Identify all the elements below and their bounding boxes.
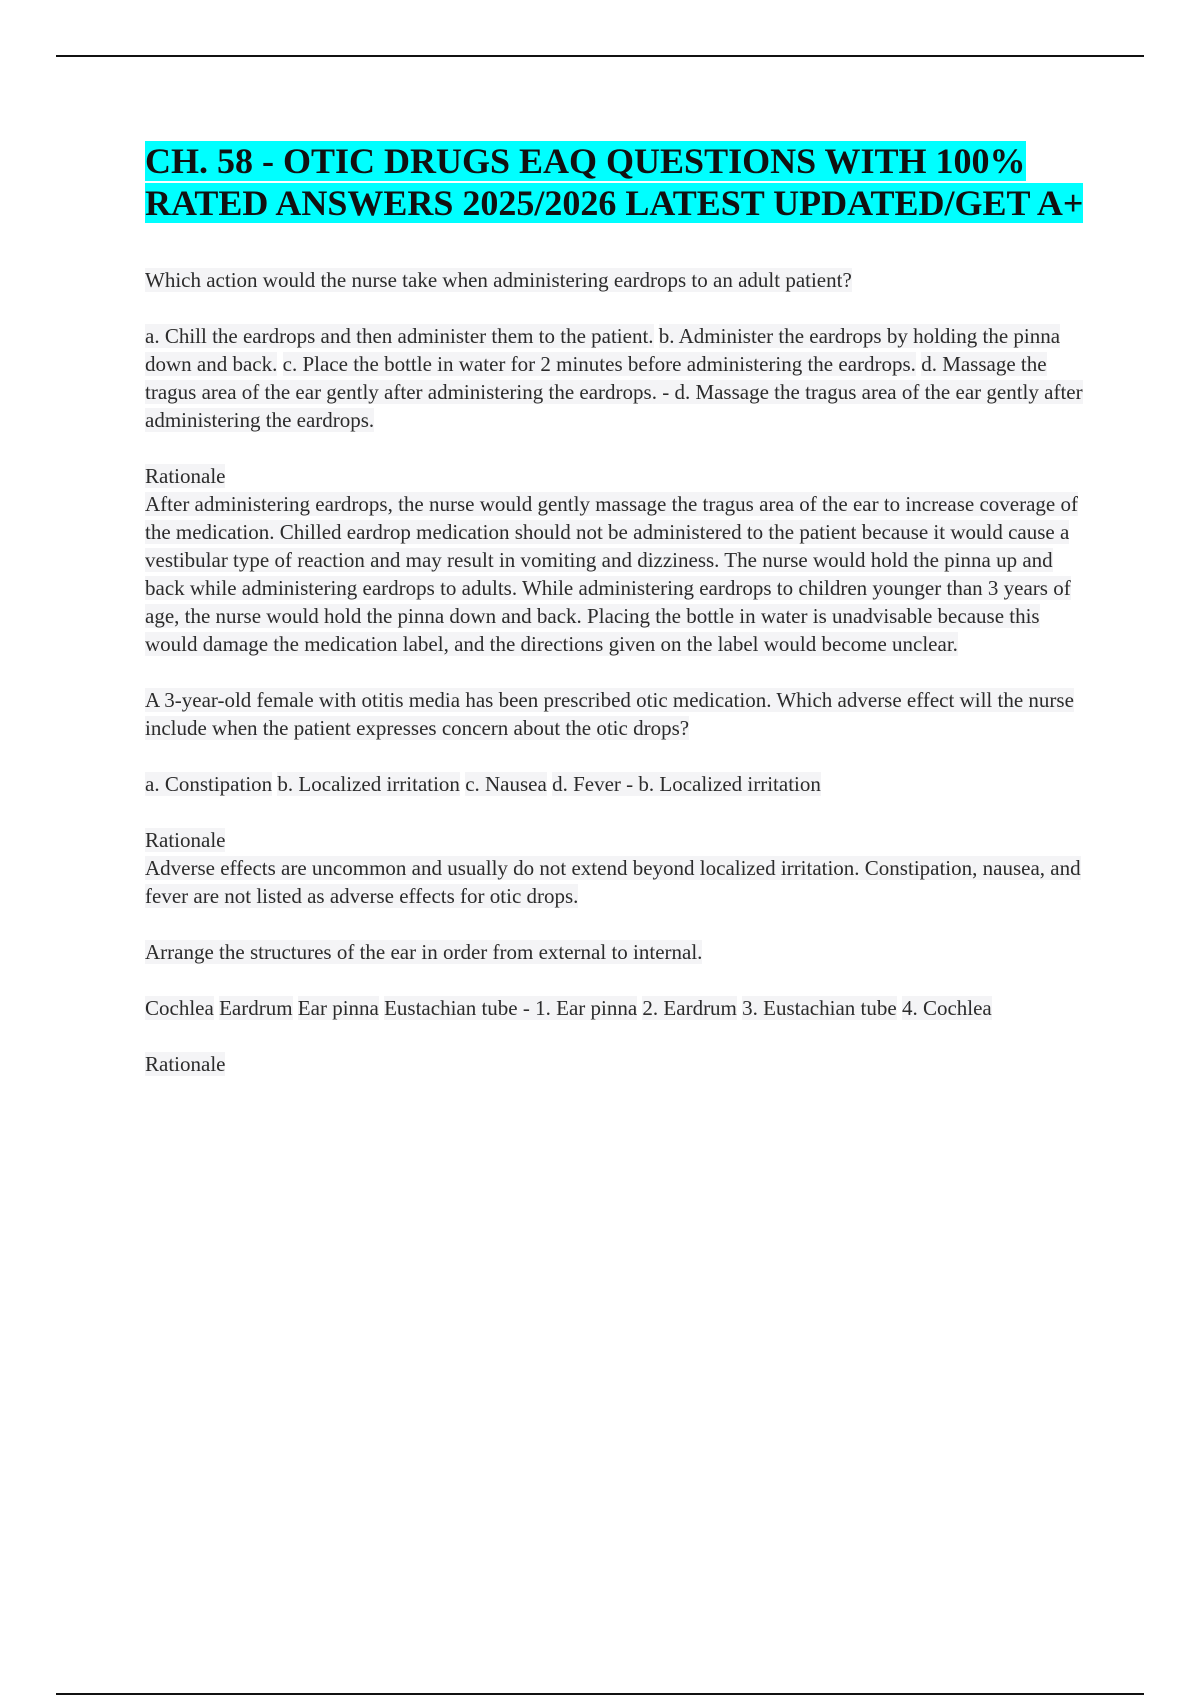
q3-item: Eustachian tube - 1. Ear pinna xyxy=(384,996,638,1020)
q3-item: Cochlea xyxy=(145,996,214,1020)
question-2: A 3-year-old female with otitis media has been prescribed otic medication. Which adverse effect will the nurse include when the patient expresses concern about the otic drops? xyxy=(145,688,1074,740)
top-rule xyxy=(56,55,1144,57)
q1-option-d: d. Massage the tragus area of the ear gently after administering the eardrops. - d. Massage the tragus area of the ear gently after administering the eardrops. xyxy=(145,352,1083,432)
q2-option-c: c. Nausea xyxy=(465,772,547,796)
q2-option-b: b. Localized irritation xyxy=(277,772,460,796)
question-1-rationale-label: Rationale xyxy=(145,464,226,488)
document-title: CH. 58 - OTIC DRUGS EAQ QUESTIONS WITH 100% RATED ANSWERS 2025/2026 LATEST UPDATED/GET A+ xyxy=(145,141,1084,223)
question-3-items xyxy=(145,994,1085,1022)
q1-option-a: a. Chill the eardrops and then administer them to the patient. xyxy=(145,324,654,348)
q3-item: 4. Cochlea xyxy=(901,996,992,1020)
q2-option-a: a. Constipation xyxy=(145,772,273,796)
question-2-rationale: Adverse effects are uncommon and usually do not extend beyond localized irritation. Constipation, nausea, and fever are not listed as adverse effects for otic drops. xyxy=(145,856,1081,908)
q3-item: Eardrum xyxy=(219,996,293,1020)
q2-option-d: d. Fever - b. Localized irritation xyxy=(552,772,821,796)
q1-option-b: b. Administer the eardrops by holding the pinna down and back. xyxy=(145,324,1061,376)
question-3-rationale-label: Rationale xyxy=(145,1052,226,1076)
q1-option-c: c. Place the bottle in water for 2 minutes before administering the eardrops. xyxy=(282,352,916,376)
q3-item: Ear pinna xyxy=(297,996,379,1020)
question-2-rationale-label: Rationale xyxy=(145,828,226,852)
question-3: Arrange the structures of the ear in order from external to internal. xyxy=(145,940,703,964)
q3-item: 3. Eustachian tube xyxy=(742,996,897,1020)
q3-item: 2. Eardrum xyxy=(642,996,737,1020)
question-1: Which action would the nurse take when administering eardrops to an adult patient? xyxy=(145,268,852,292)
question-1-options xyxy=(145,322,1085,434)
document-body xyxy=(145,140,1085,1078)
bottom-rule xyxy=(56,1693,1144,1695)
question-2-options xyxy=(145,770,1085,798)
question-1-rationale: After administering eardrops, the nurse would gently massage the tragus area of the ear to increase coverage of the medication. Chilled eardrop medication should not be administered to the patient because it would cause a vestibular type of reaction and may result in vomiting and dizziness. The nurse would hold the pinna up and back while administering eardrops to adults. While administering eardrops to children younger than 3 years of age, the nurse would hold the pinna down and back. Placing the bottle in water is unadvisable because this would damage the medication label, and the directions given on the label would become unclear. xyxy=(145,492,1078,656)
